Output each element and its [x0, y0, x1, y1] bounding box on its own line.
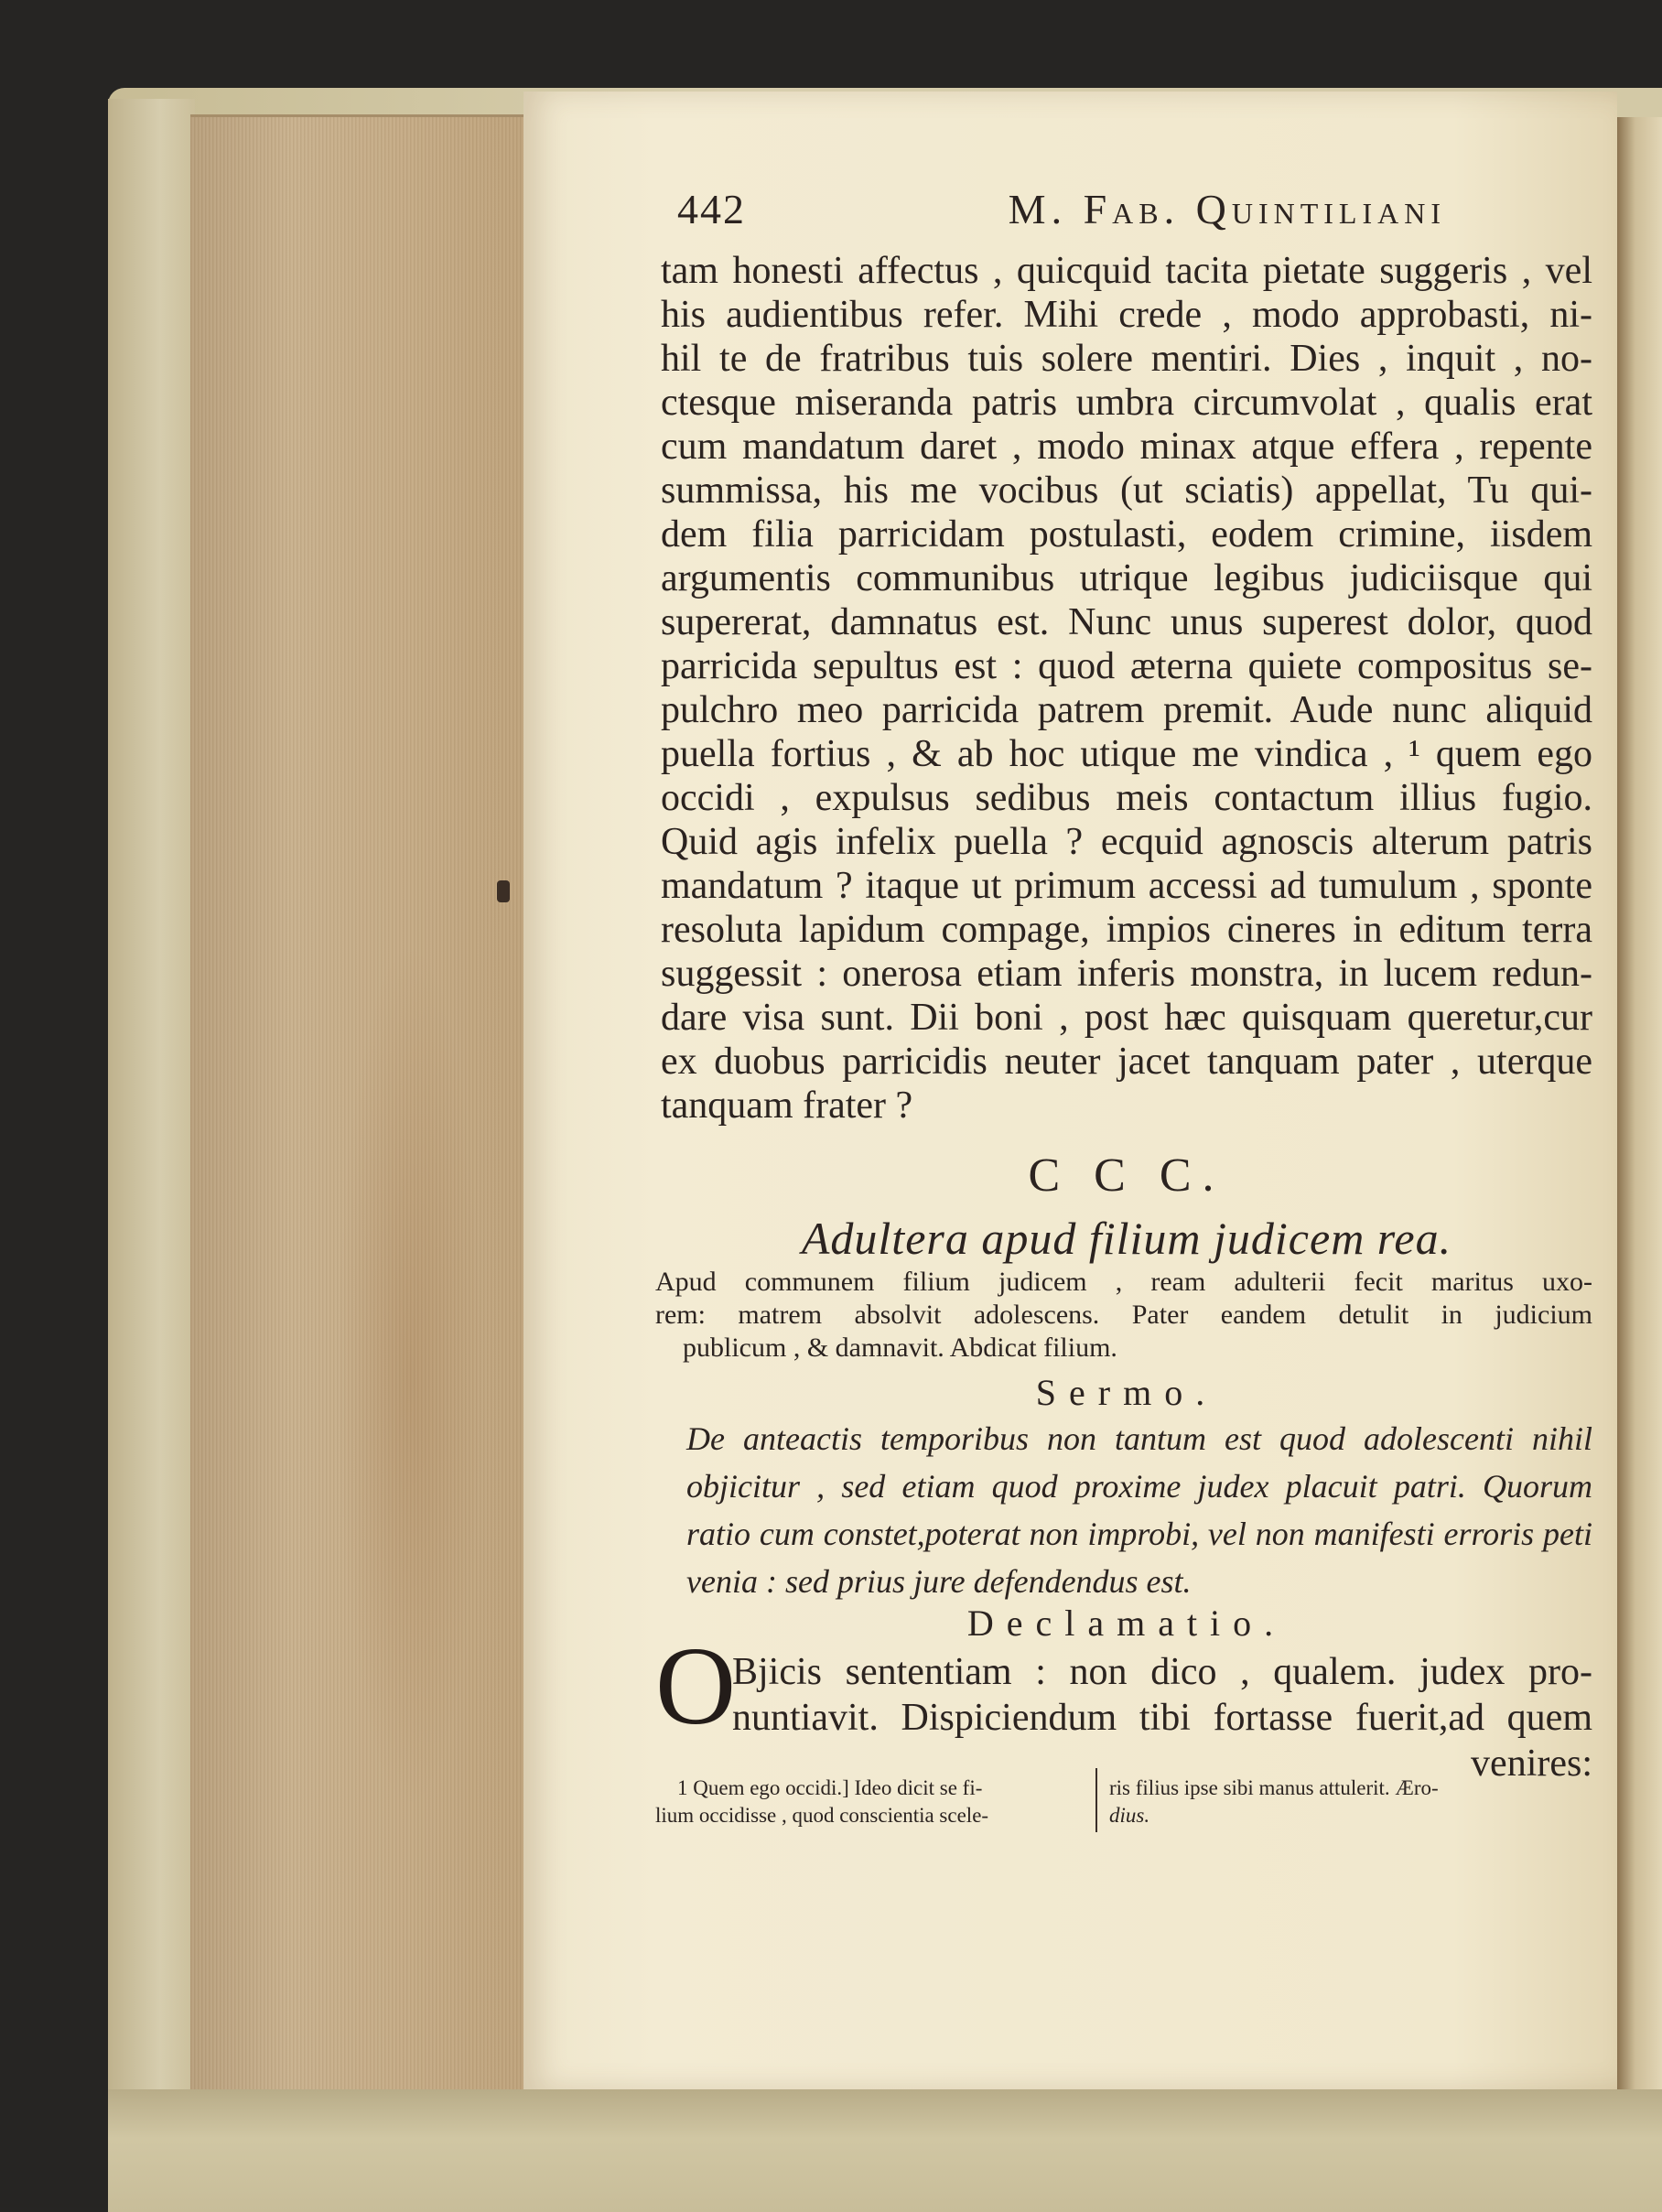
- body-line: ex duobus parricidis neuter jacet tanquam pater , uterque: [661, 1041, 1592, 1083]
- body-line: dare visa sunt. Dii boni , post hæc quisquam queretur,cur: [661, 997, 1592, 1039]
- page-number: 442: [677, 186, 746, 232]
- cover-fold: [108, 99, 195, 2094]
- body-line: summissa, his me vocibus (ut sciatis) appellat, Tu qui-: [661, 469, 1592, 512]
- body-line: cum mandatum daret , modo minax atque effera , repente: [661, 426, 1592, 468]
- body-line: dem filia parricidam postulasti, eodem crimine, iisdem: [661, 513, 1592, 556]
- sermo-line: objicitur , sed etiam quod proxime judex placuit patri. Quorum: [686, 1468, 1592, 1505]
- body-line: resoluta lapidum compage, impios cineres in editum terra: [661, 909, 1592, 951]
- body-line: pulchro meo parricida patrem premit. Aude nunc aliquid: [661, 689, 1592, 731]
- body-line: supererat, damnatus est. Nunc unus superest dolor, quod: [661, 601, 1592, 643]
- book-bottom-edge: [108, 2089, 1662, 2212]
- right-page-edge: [1617, 117, 1662, 2131]
- footnote-line: ris filius ipse sibi manus attulerit. Æro-: [1109, 1776, 1439, 1799]
- argument-line: Apud communem filium judicem , ream adulterii fecit maritus uxo-: [655, 1267, 1592, 1297]
- ink-mark: [497, 880, 510, 902]
- page-stain: [337, 941, 483, 1810]
- drop-cap: O: [655, 1624, 737, 1748]
- sermo-line: venia : sed prius jure defendendus est.: [686, 1563, 1192, 1600]
- section-number: C C C.: [1028, 1149, 1225, 1202]
- argument-line: rem: matrem absolvit adolescens. Pater eandem detulit in judicium: [655, 1300, 1592, 1330]
- footnote-line: lium occidisse , quod conscientia scele-: [655, 1804, 989, 1827]
- running-title: M. Fab. Quintiliani: [1008, 186, 1446, 232]
- argument-line: publicum , & damnavit. Abdicat filium.: [683, 1333, 1117, 1363]
- section-title: Adultera apud filium judicem rea.: [801, 1213, 1452, 1264]
- sermo-heading: Sermo.: [1035, 1372, 1218, 1413]
- body-line: Quid agis infelix puella ? ecquid agnoscis alterum patris: [661, 821, 1592, 863]
- sermo-line: De anteactis temporibus non tantum est quod adolescenti nihil: [686, 1420, 1592, 1457]
- body-line: tanquam frater ?: [661, 1084, 913, 1127]
- body-line: suggessit : onerosa etiam inferis monstra, in lucem redun-: [661, 953, 1592, 995]
- body-line: ctesque miseranda patris umbra circumvolat , qualis erat: [661, 382, 1592, 424]
- body-line: mandatum ? itaque ut primum accessi ad tumulum , sponte: [661, 865, 1592, 907]
- declamatio-line: Bjicis sententiam : non dico , qualem. judex pro-: [732, 1651, 1592, 1693]
- footnote-column-rule: [1095, 1768, 1097, 1832]
- body-line: argumentis communibus utrique legibus judiciisque qui: [661, 557, 1592, 599]
- page-edges: [190, 114, 524, 2094]
- body-line: tam honesti affectus , quicquid tacita pietate suggeris , vel: [661, 250, 1592, 292]
- sermo-line: ratio cum constet,poterat non improbi, vel non manifesti erroris peti: [686, 1516, 1592, 1552]
- body-line: parricida sepultus est : quod æterna quiete compositus se-: [661, 645, 1592, 687]
- body-line: puella fortius , & ab hoc utique me vindica , ¹ quem ego: [661, 733, 1592, 775]
- footnote-line: 1 Quem ego occidi.] Ideo dicit se fi-: [677, 1776, 983, 1799]
- body-line: hil te de fratribus tuis solere mentiri. Dies , inquit , no-: [661, 338, 1592, 380]
- footnote-line: dius.: [1109, 1804, 1150, 1827]
- running-header: [677, 185, 1446, 243]
- body-line: occidi , expulsus sedibus meis contactum illius fugio.: [661, 777, 1592, 819]
- declamatio-line: nuntiavit. Dispiciendum tibi fortasse fuerit,ad quem: [732, 1697, 1592, 1739]
- declamatio-heading: Declamatio.: [966, 1602, 1287, 1644]
- declamatio-line: venires:: [1471, 1743, 1592, 1785]
- body-line: his audientibus refer. Mihi crede , modo approbasti, ni-: [661, 294, 1592, 336]
